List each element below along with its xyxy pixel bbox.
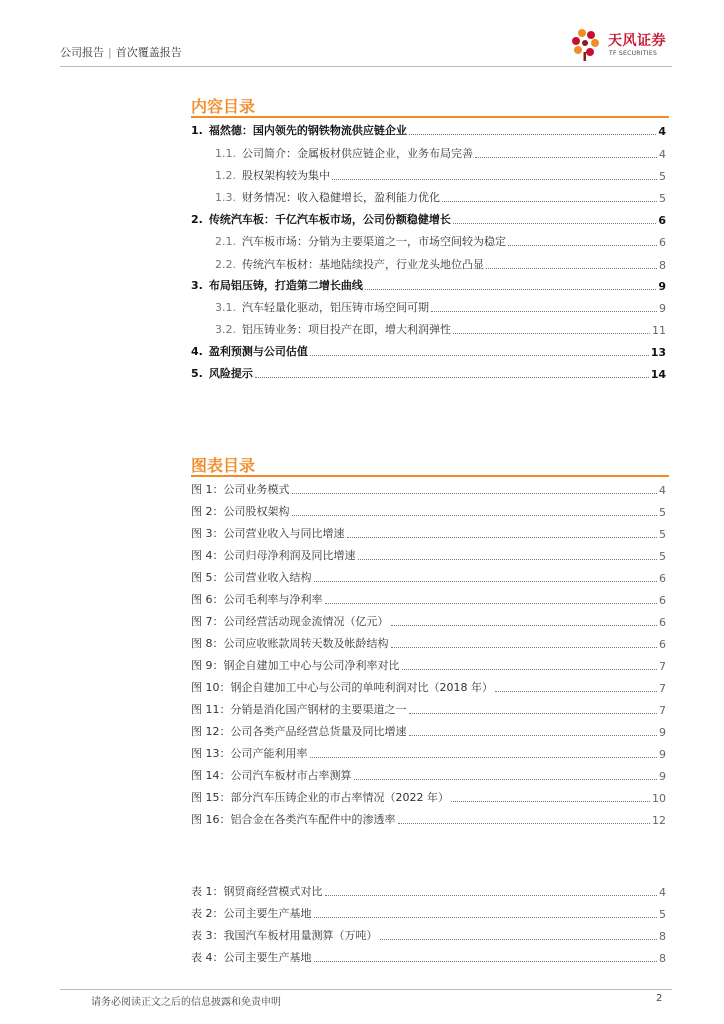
- leader-dots: [314, 581, 658, 582]
- leader-dots: [347, 537, 658, 538]
- figure-page: 6: [659, 638, 666, 651]
- toc-page: 4: [658, 125, 666, 138]
- toc-page: 5: [659, 170, 666, 183]
- figure-label: 图 7：公司经营活动现金流情况（亿元）: [191, 615, 389, 628]
- leader-dots: [453, 223, 657, 224]
- toc-entry[interactable]: [215, 233, 666, 249]
- figure-page: 12: [652, 814, 666, 827]
- leader-dots: [314, 917, 658, 918]
- leader-dots: [486, 268, 657, 269]
- figure-label: 图 1：公司业务模式: [191, 483, 290, 496]
- toc-label: 财务情况：收入稳健增长，盈利能力优化: [242, 191, 440, 204]
- table-page: 4: [659, 886, 666, 899]
- toc-label: 传统汽车板材：基地陆续投产，行业龙头地位凸显: [242, 258, 484, 271]
- leader-dots: [380, 939, 658, 940]
- toc-page: 4: [659, 148, 666, 161]
- figure-entry[interactable]: [191, 503, 666, 519]
- toc-number: 1.1.: [215, 147, 236, 160]
- leader-dots: [358, 559, 658, 560]
- table-entry[interactable]: [191, 949, 666, 965]
- figure-label: 图 10：钢企自建加工中心与公司的单吨利润对比（2018 年）: [191, 681, 493, 694]
- leader-dots: [508, 245, 657, 246]
- leader-dots: [409, 735, 658, 736]
- toc-entry[interactable]: [215, 321, 666, 337]
- leader-dots: [402, 669, 658, 670]
- figure-entry[interactable]: [191, 701, 666, 717]
- toc-number: 2.2.: [215, 258, 236, 271]
- figure-entry[interactable]: [191, 657, 666, 673]
- leader-dots: [409, 713, 658, 714]
- leader-dots: [391, 625, 658, 626]
- toc-page: 9: [659, 302, 666, 315]
- leader-dots: [332, 179, 657, 180]
- figure-label: 图 3：公司营业收入与同比增速: [191, 527, 345, 540]
- table-page: 8: [659, 930, 666, 943]
- toc-number: 3.1.: [215, 301, 236, 314]
- toc-label: 福然德：国内领先的钢铁物流供应链企业: [208, 124, 407, 137]
- figure-label: 图 8：公司应收账款周转天数及帐龄结构: [191, 637, 389, 650]
- toc-entry[interactable]: [215, 167, 666, 183]
- figure-page: 7: [659, 704, 666, 717]
- figure-label: 图 13：公司产能利用率: [191, 747, 308, 760]
- figure-page: 4: [659, 484, 666, 497]
- toc-entry[interactable]: [191, 277, 666, 293]
- toc-label: 风险提示: [208, 367, 253, 380]
- leader-dots: [453, 333, 650, 334]
- figure-entry[interactable]: [191, 811, 666, 827]
- figure-label: 图 4：公司归母净利润及同比增速: [191, 549, 356, 562]
- brand-flower-icon: [568, 26, 604, 62]
- figure-entry[interactable]: [191, 613, 666, 629]
- figure-page: 6: [659, 594, 666, 607]
- table-page: 5: [659, 908, 666, 921]
- brand-logo: [568, 26, 678, 64]
- leader-dots: [391, 647, 658, 648]
- figure-entry[interactable]: [191, 679, 666, 695]
- toc-label: 盈利预测与公司估值: [208, 345, 308, 358]
- toc-entry[interactable]: [191, 122, 666, 138]
- figure-page: 10: [652, 792, 666, 805]
- figure-page: 6: [659, 572, 666, 585]
- figure-label: 图 12：公司各类产品经营总货量及同比增速: [191, 725, 407, 738]
- table-label: 表 4：公司主要生产基地: [191, 951, 312, 964]
- figure-page: 9: [659, 748, 666, 761]
- figure-page: 5: [659, 506, 666, 519]
- figure-page: 5: [659, 550, 666, 563]
- toc-label: 布局铝压铸，打造第二增长曲线: [208, 279, 363, 292]
- toc-number: 1.2.: [215, 169, 236, 182]
- toc-entry[interactable]: [215, 256, 666, 272]
- leader-dots: [398, 823, 651, 824]
- brand-subname: TF SECURITIES: [609, 50, 658, 57]
- leader-dots: [325, 895, 658, 896]
- leader-dots: [365, 289, 657, 290]
- footer-divider: [60, 989, 672, 990]
- leader-dots: [495, 691, 657, 692]
- table-entry[interactable]: [191, 905, 666, 921]
- leader-dots: [475, 157, 657, 158]
- figure-label: 图 5：公司营业收入结构: [191, 571, 312, 584]
- figure-label: 图 14：公司汽车板材市占率测算: [191, 769, 352, 782]
- leader-dots: [314, 961, 658, 962]
- disclaimer-notice: 请务必阅读正文之后的信息披露和免责申明: [91, 997, 281, 1008]
- leader-dots: [310, 355, 649, 356]
- toc-page: 11: [652, 324, 666, 337]
- figure-entry[interactable]: [191, 767, 666, 783]
- figure-entry[interactable]: [191, 481, 666, 497]
- figure-label: 图 9：钢企自建加工中心与公司净利率对比: [191, 659, 400, 672]
- leader-dots: [409, 134, 657, 135]
- figure-page: 9: [659, 726, 666, 739]
- figure-page: 5: [659, 528, 666, 541]
- toc-label: 公司简介：金属板材供应链企业，业务布局完善: [242, 147, 473, 160]
- figure-label: 图 16：铝合金在各类汽车配件中的渗透率: [191, 813, 396, 826]
- table-label: 表 3：我国汽车板材用量测算（万吨）: [191, 929, 378, 942]
- toc-title-rule: [191, 116, 669, 118]
- report-type: [60, 44, 182, 60]
- toc-label: 铝压铸业务：项目投产在即，增大利润弹性: [242, 323, 451, 336]
- figure-entry[interactable]: [191, 789, 666, 805]
- figure-entry[interactable]: [191, 525, 666, 541]
- toc-number: 2.: [191, 213, 203, 226]
- table-label: 表 2：公司主要生产基地: [191, 907, 312, 920]
- toc-entry[interactable]: [215, 299, 666, 315]
- figure-entry[interactable]: [191, 569, 666, 585]
- page-number: 2: [656, 993, 663, 1004]
- toc-label: 汽车板市场：分销为主要渠道之一，市场空间较为稳定: [242, 235, 506, 248]
- figure-page: 7: [659, 660, 666, 673]
- figure-label: 图 6：公司毛利率与净利率: [191, 593, 323, 606]
- toc-page: 5: [659, 192, 666, 205]
- figure-label: 图 15：部分汽车压铸企业的市占率情况（2022 年）: [191, 791, 449, 804]
- toc-page: 9: [658, 280, 666, 293]
- toc-number: 3.: [191, 279, 203, 292]
- table-label: 表 1：钢贸商经营模式对比: [191, 885, 323, 898]
- toc-label: 传统汽车板：千亿汽车板市场，公司份额稳健增长: [208, 213, 451, 226]
- leader-dots: [310, 757, 658, 758]
- toc-label: 汽车轻量化驱动，铝压铸市场空间可期: [242, 301, 429, 314]
- header-separator: |: [108, 46, 112, 59]
- leader-dots: [292, 515, 658, 516]
- figure-entry[interactable]: [191, 591, 666, 607]
- figures-title-rule: [191, 475, 669, 477]
- leader-dots: [292, 493, 658, 494]
- leader-dots: [354, 779, 658, 780]
- figure-label: 图 2：公司股权架构: [191, 505, 290, 518]
- toc-page: 13: [650, 346, 666, 359]
- leader-dots: [255, 377, 649, 378]
- toc-entry[interactable]: [215, 189, 666, 205]
- toc-page: 6: [659, 236, 666, 249]
- toc-entry[interactable]: [191, 343, 666, 359]
- toc-number: 1.: [191, 124, 203, 137]
- toc-entry[interactable]: [191, 211, 666, 227]
- toc-number: 3.2.: [215, 323, 236, 336]
- toc-number: 2.1.: [215, 235, 236, 248]
- toc-number: 5.: [191, 367, 203, 380]
- toc-entry[interactable]: [215, 145, 666, 161]
- leader-dots: [431, 311, 657, 312]
- leader-dots: [442, 201, 657, 202]
- toc-title: 内容目录: [191, 97, 256, 116]
- figure-page: 9: [659, 770, 666, 783]
- figure-entry[interactable]: [191, 547, 666, 563]
- table-entry[interactable]: [191, 927, 666, 943]
- toc-page: 6: [658, 214, 666, 227]
- table-page: 8: [659, 952, 666, 965]
- figure-entry[interactable]: [191, 723, 666, 739]
- figure-page: 7: [659, 682, 666, 695]
- table-entry[interactable]: [191, 883, 666, 899]
- figure-entry[interactable]: [191, 745, 666, 761]
- toc-label: 股权架构较为集中: [242, 169, 330, 182]
- report-subtype: 首次覆盖报告: [115, 46, 182, 59]
- brand-name: 天风证券: [608, 33, 666, 49]
- toc-number: 4.: [191, 345, 203, 358]
- toc-page: 8: [659, 259, 666, 272]
- toc-number: 1.3.: [215, 191, 236, 204]
- leader-dots: [451, 801, 650, 802]
- figure-label: 图 11：分销是消化国产钢材的主要渠道之一: [191, 703, 407, 716]
- report-category: 公司报告: [60, 46, 104, 59]
- leader-dots: [325, 603, 658, 604]
- figure-page: 6: [659, 616, 666, 629]
- figure-entry[interactable]: [191, 635, 666, 651]
- header-divider: [60, 66, 672, 67]
- toc-page: 14: [650, 368, 666, 381]
- toc-entry[interactable]: [191, 365, 666, 381]
- figures-title: 图表目录: [191, 456, 256, 475]
